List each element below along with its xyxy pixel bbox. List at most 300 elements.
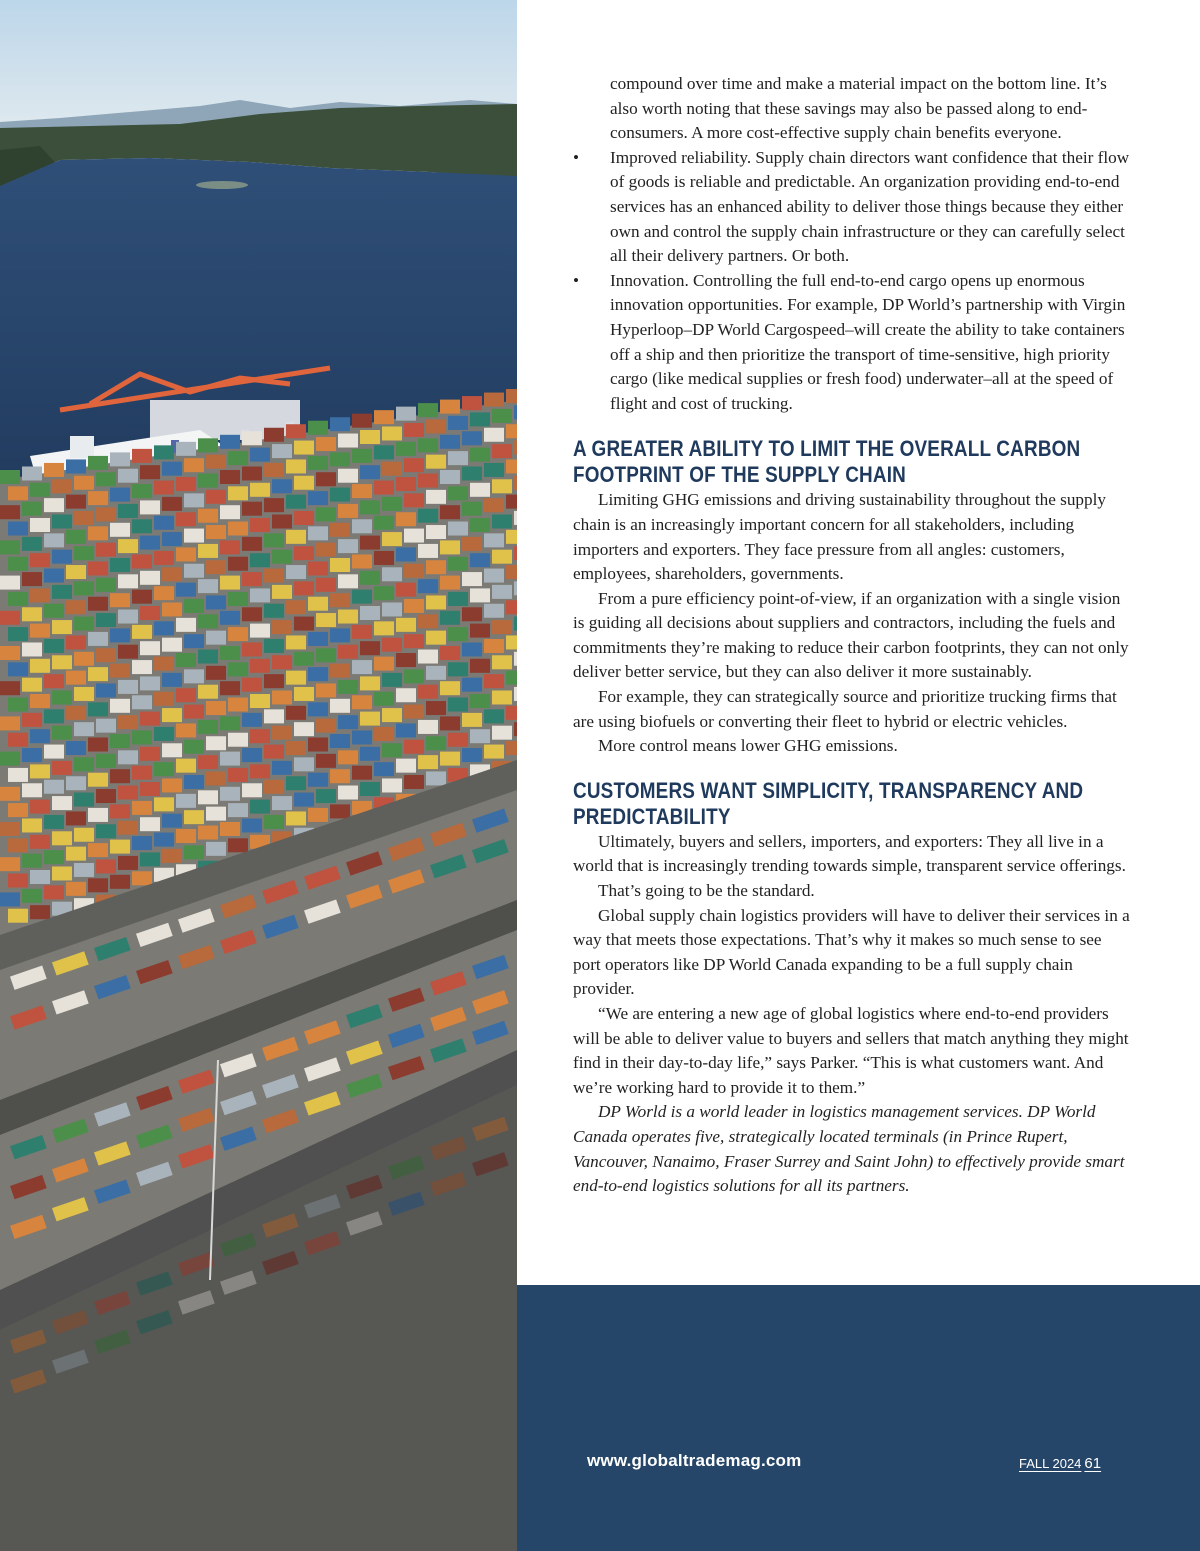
container-block	[294, 722, 314, 736]
container-block	[286, 741, 306, 755]
container-block	[264, 569, 284, 583]
container-block	[132, 766, 152, 780]
container-block	[0, 470, 20, 484]
container-block	[316, 507, 336, 521]
container-block	[426, 560, 446, 574]
container-block	[66, 882, 86, 896]
container-block	[330, 558, 350, 572]
container-block	[88, 632, 108, 646]
container-block	[88, 597, 108, 611]
container-block	[308, 562, 328, 576]
container-block	[492, 550, 512, 564]
container-block	[154, 762, 174, 776]
container-block	[418, 720, 438, 734]
container-block	[198, 826, 218, 840]
container-block	[198, 720, 218, 734]
container-block	[242, 502, 262, 516]
container-block	[154, 657, 174, 671]
container-block	[352, 449, 372, 463]
container-block	[22, 537, 42, 551]
container-block	[228, 627, 248, 641]
container-block	[426, 455, 446, 469]
container-block	[338, 469, 358, 483]
container-block	[470, 448, 490, 462]
container-block	[176, 618, 196, 632]
container-block	[264, 428, 284, 442]
container-block	[470, 729, 490, 743]
container-block	[374, 762, 394, 776]
paragraph: From a pure efficiency point-of-view, if an organization with a single vision is guiding all decisions about suppliers and contractors, including the fuels and commitments they’re making to reduce their carbon footprints, they can not only deliver better service, but they can also deliver it more sustainably.	[573, 588, 1129, 682]
container-block	[30, 553, 50, 567]
container-block	[264, 463, 284, 477]
container-block	[110, 664, 130, 678]
container-block	[404, 458, 424, 472]
container-block	[242, 678, 262, 692]
company-note: DP World is a world leader in logistics management services. DP World Canada operates five, strategically located terminals (in Prince Rupert, Vancouver, Nanaimo, Fraser Surrey and Saint John) to effectively provide smart end-to-end logistics solutions for all its partners.	[573, 1102, 1125, 1196]
container-block	[206, 455, 226, 469]
container-block	[316, 754, 336, 768]
container-block	[440, 435, 460, 449]
container-block	[448, 662, 468, 676]
container-block	[132, 519, 152, 533]
container-block	[8, 874, 28, 888]
website-link[interactable]: www.globaltrademag.com	[587, 1451, 802, 1470]
container-block	[154, 833, 174, 847]
container-block	[294, 511, 314, 525]
container-block	[426, 631, 446, 645]
container-block	[220, 787, 240, 801]
container-block	[44, 498, 64, 512]
container-block	[250, 553, 270, 567]
container-block	[506, 706, 517, 720]
container-block	[132, 625, 152, 639]
container-block	[404, 529, 424, 543]
container-block	[418, 438, 438, 452]
container-block	[154, 727, 174, 741]
container-block	[140, 712, 160, 726]
container-block	[30, 694, 50, 708]
container-block	[330, 664, 350, 678]
container-block	[396, 512, 416, 526]
container-block	[294, 793, 314, 807]
container-block	[132, 449, 152, 463]
container-block	[8, 909, 28, 923]
container-block	[242, 572, 262, 586]
container-block	[308, 738, 328, 752]
container-block	[198, 438, 218, 452]
container-block	[88, 808, 108, 822]
container-block	[96, 578, 116, 592]
container-block	[514, 405, 517, 419]
container-block	[132, 554, 152, 568]
container-block	[162, 567, 182, 581]
container-block	[140, 676, 160, 690]
container-block	[418, 614, 438, 628]
container-block	[484, 533, 504, 547]
container-block	[294, 546, 314, 560]
container-block	[404, 493, 424, 507]
container-block	[162, 849, 182, 863]
container-block	[470, 659, 490, 673]
container-block	[374, 586, 394, 600]
container-block	[440, 576, 460, 590]
container-block	[52, 655, 72, 669]
container-block	[506, 600, 517, 614]
bullet-marker: •	[573, 270, 580, 290]
container-block	[176, 688, 196, 702]
container-block	[492, 690, 512, 704]
container-block	[140, 852, 160, 866]
container-block	[294, 441, 314, 455]
container-block	[330, 488, 350, 502]
container-block	[316, 719, 336, 733]
container-block	[462, 431, 482, 445]
container-block	[506, 671, 517, 685]
container-block	[514, 652, 517, 666]
container-block	[44, 674, 64, 688]
container-block	[418, 650, 438, 664]
container-block	[330, 593, 350, 607]
container-block	[22, 889, 42, 903]
container-block	[52, 831, 72, 845]
container-block	[360, 782, 380, 796]
container-block	[360, 500, 380, 514]
container-block	[250, 659, 270, 673]
container-block	[184, 529, 204, 543]
container-block	[110, 769, 130, 783]
container-block	[514, 546, 517, 560]
container-block	[286, 635, 306, 649]
container-block	[308, 632, 328, 646]
container-block	[228, 451, 248, 465]
container-block	[360, 712, 380, 726]
container-block	[184, 599, 204, 613]
container-block	[264, 604, 284, 618]
container-block	[308, 808, 328, 822]
container-block	[52, 585, 72, 599]
container-block	[8, 592, 28, 606]
container-block	[44, 885, 64, 899]
container-block	[198, 579, 218, 593]
container-block	[184, 705, 204, 719]
container-block	[220, 822, 240, 836]
container-block	[404, 705, 424, 719]
container-block	[360, 430, 380, 444]
container-block	[338, 680, 358, 694]
container-block	[382, 426, 402, 440]
container-block	[88, 562, 108, 576]
container-block	[250, 800, 270, 814]
container-block	[382, 638, 402, 652]
container-block	[250, 694, 270, 708]
section-heading-carbon: A GREATER ABILITY TO LIMIT THE OVERALL CARBON FOOTPRINT OF THE SUPPLY CHAIN	[573, 436, 1081, 488]
paragraph: Limiting GHG emissions and driving sustainability throughout the supply chain is an increasingly important concern for all stakeholders, including importers and exporters. They face pressure from all angles: customers, employees, shareholders, governments.	[573, 490, 1106, 584]
container-block	[154, 481, 174, 495]
container-block	[162, 743, 182, 757]
container-block	[492, 620, 512, 634]
bullet-text: Improved reliability. Supply chain directors want confidence that their flow of goods is reliable and predictable. An organization providing end-to-end services has an enhanced ability to deliver those things because they either own and control the supply chain infrastructure or they can carefully select all their delivery partners. Or both.	[610, 147, 1130, 266]
container-block	[66, 600, 86, 614]
container-block	[338, 434, 358, 448]
container-block	[286, 671, 306, 685]
container-block	[220, 470, 240, 484]
container-block	[272, 690, 292, 704]
container-block	[440, 716, 460, 730]
container-block	[198, 474, 218, 488]
container-block	[360, 747, 380, 761]
container-block	[264, 639, 284, 653]
container-block	[162, 462, 182, 476]
container-block	[52, 761, 72, 775]
container-block	[154, 621, 174, 635]
page-number: 61	[1084, 1455, 1102, 1472]
container-block	[250, 483, 270, 497]
container-block	[44, 639, 64, 653]
container-block	[352, 554, 372, 568]
container-block	[96, 789, 116, 803]
container-block	[404, 564, 424, 578]
container-block	[250, 624, 270, 638]
container-block	[338, 610, 358, 624]
container-block	[382, 462, 402, 476]
container-block	[374, 516, 394, 530]
paragraph: Ultimately, buyers and sellers, importers, and exporters: They all live in a world that is increasingly trending towards simple, transparent service offerings.	[573, 831, 1126, 876]
container-block	[110, 523, 130, 537]
container-block	[374, 481, 394, 495]
container-block	[66, 635, 86, 649]
container-block	[294, 687, 314, 701]
container-block	[96, 859, 116, 873]
container-block	[206, 666, 226, 680]
container-block	[440, 611, 460, 625]
container-block	[316, 789, 336, 803]
container-block	[338, 504, 358, 518]
container-block	[30, 870, 50, 884]
container-block	[8, 486, 28, 500]
container-block	[506, 565, 517, 579]
container-block	[52, 550, 72, 564]
container-block	[360, 641, 380, 655]
container-block	[242, 713, 262, 727]
container-block	[440, 646, 460, 660]
container-block	[382, 673, 402, 687]
container-block	[154, 797, 174, 811]
container-block	[440, 470, 460, 484]
container-block	[140, 817, 160, 831]
container-block	[220, 681, 240, 695]
container-block	[66, 706, 86, 720]
container-block	[66, 459, 86, 473]
container-block	[352, 414, 372, 428]
container-block	[228, 522, 248, 536]
container-block	[426, 490, 446, 504]
container-block	[404, 599, 424, 613]
container-block	[352, 695, 372, 709]
container-block	[440, 752, 460, 766]
container-block	[316, 437, 336, 451]
list-item	[573, 146, 1133, 269]
container-block	[184, 845, 204, 859]
container-block	[418, 403, 438, 417]
container-block	[0, 576, 20, 590]
container-block	[396, 583, 416, 597]
container-block	[118, 856, 138, 870]
container-block	[462, 713, 482, 727]
folio	[1019, 1455, 1101, 1472]
container-block	[74, 863, 94, 877]
container-block	[382, 532, 402, 546]
container-block	[44, 815, 64, 829]
container-block	[426, 666, 446, 680]
container-block	[316, 683, 336, 697]
container-block	[206, 807, 226, 821]
container-block	[448, 698, 468, 712]
container-block	[382, 708, 402, 722]
container-block	[316, 543, 336, 557]
container-block	[30, 905, 50, 919]
container-block	[74, 476, 94, 490]
container-block	[352, 484, 372, 498]
container-block	[308, 597, 328, 611]
container-block	[242, 466, 262, 480]
container-block	[264, 745, 284, 759]
container-block	[492, 726, 512, 740]
container-block	[374, 551, 394, 565]
container-block	[154, 586, 174, 600]
container-block	[272, 444, 292, 458]
container-block	[338, 750, 358, 764]
container-block	[0, 716, 20, 730]
container-block	[294, 617, 314, 631]
container-block	[286, 811, 306, 825]
container-block	[272, 726, 292, 740]
container-block	[286, 776, 306, 790]
container-block	[426, 419, 446, 433]
container-block	[88, 843, 108, 857]
container-block	[140, 465, 160, 479]
container-block	[404, 669, 424, 683]
container-block	[132, 660, 152, 674]
container-block	[396, 759, 416, 773]
container-block	[360, 606, 380, 620]
container-block	[30, 800, 50, 814]
container-block	[206, 560, 226, 574]
container-block	[198, 790, 218, 804]
container-block	[272, 514, 292, 528]
container-block	[374, 621, 394, 635]
container-block	[492, 514, 512, 528]
container-block	[44, 709, 64, 723]
container-block	[154, 445, 174, 459]
container-block	[272, 761, 292, 775]
container-block	[118, 610, 138, 624]
container-block	[184, 458, 204, 472]
container-block	[250, 588, 270, 602]
container-block	[404, 634, 424, 648]
container-block	[140, 606, 160, 620]
container-block	[154, 516, 174, 530]
paragraph: That’s going to be the standard.	[598, 881, 815, 901]
container-block	[250, 518, 270, 532]
container-block	[330, 628, 350, 642]
container-block	[74, 652, 94, 666]
issue-label: FALL 2024	[1019, 1456, 1082, 1471]
container-block	[242, 607, 262, 621]
container-block	[66, 671, 86, 685]
container-block	[330, 804, 350, 818]
container-block	[448, 451, 468, 465]
container-block	[118, 469, 138, 483]
container-block	[308, 702, 328, 716]
container-block	[294, 581, 314, 595]
container-block	[470, 588, 490, 602]
container-block	[0, 681, 20, 695]
container-block	[132, 695, 152, 709]
container-block	[374, 727, 394, 741]
container-block	[286, 530, 306, 544]
container-block	[330, 769, 350, 783]
container-block	[184, 493, 204, 507]
container-block	[382, 602, 402, 616]
container-block	[360, 536, 380, 550]
container-block	[88, 738, 108, 752]
container-block	[132, 836, 152, 850]
container-block	[162, 532, 182, 546]
container-block	[242, 431, 262, 445]
container-block	[330, 417, 350, 431]
container-block	[88, 878, 108, 892]
container-block	[470, 694, 490, 708]
container-block	[228, 486, 248, 500]
container-block	[228, 838, 248, 852]
container-block	[462, 748, 482, 762]
section-heading-customers: CUSTOMERS WANT SIMPLICITY, TRANSPARENCY AND PREDICTABILITY	[573, 777, 1084, 829]
paragraph: For example, they can strategically source and prioritize trucking firms that are using biofuels or converting their fleet to hybrid or electric vehicles.	[573, 687, 1117, 731]
container-block	[184, 669, 204, 683]
container-block	[74, 617, 94, 631]
container-block	[0, 822, 20, 836]
container-block	[88, 702, 108, 716]
container-block	[162, 814, 182, 828]
container-block	[286, 706, 306, 720]
container-block	[8, 803, 28, 817]
container-block	[514, 476, 517, 490]
container-block	[242, 748, 262, 762]
container-block	[96, 543, 116, 557]
container-block	[484, 745, 504, 759]
container-block	[514, 511, 517, 525]
container-block	[30, 483, 50, 497]
container-block	[162, 673, 182, 687]
container-block	[484, 639, 504, 653]
container-block	[286, 424, 306, 438]
container-block	[330, 452, 350, 466]
bullet-marker: •	[573, 147, 580, 167]
container-block	[88, 491, 108, 505]
container-block	[484, 393, 504, 407]
container-block	[22, 818, 42, 832]
port-aerial-photo	[0, 0, 517, 1551]
container-block	[272, 796, 292, 810]
bullet-text: Innovation. Controlling the full end-to-end cargo opens up enormous innovation opportunities. For example, DP World’s partnership with Virgin Hyperloop–DP World Cargospeed–will create the ability to take containers off a ship and then prioritize the transport of time-sensitive, high priority cargo (like medical supplies or fresh food) underwater–all at the speed of flight and cost of trucking.	[610, 270, 1126, 413]
container-block	[316, 613, 336, 627]
container-block	[448, 486, 468, 500]
container-block	[228, 698, 248, 712]
container-block	[66, 811, 86, 825]
container-block	[514, 617, 517, 631]
container-block	[206, 736, 226, 750]
container-block	[74, 828, 94, 842]
